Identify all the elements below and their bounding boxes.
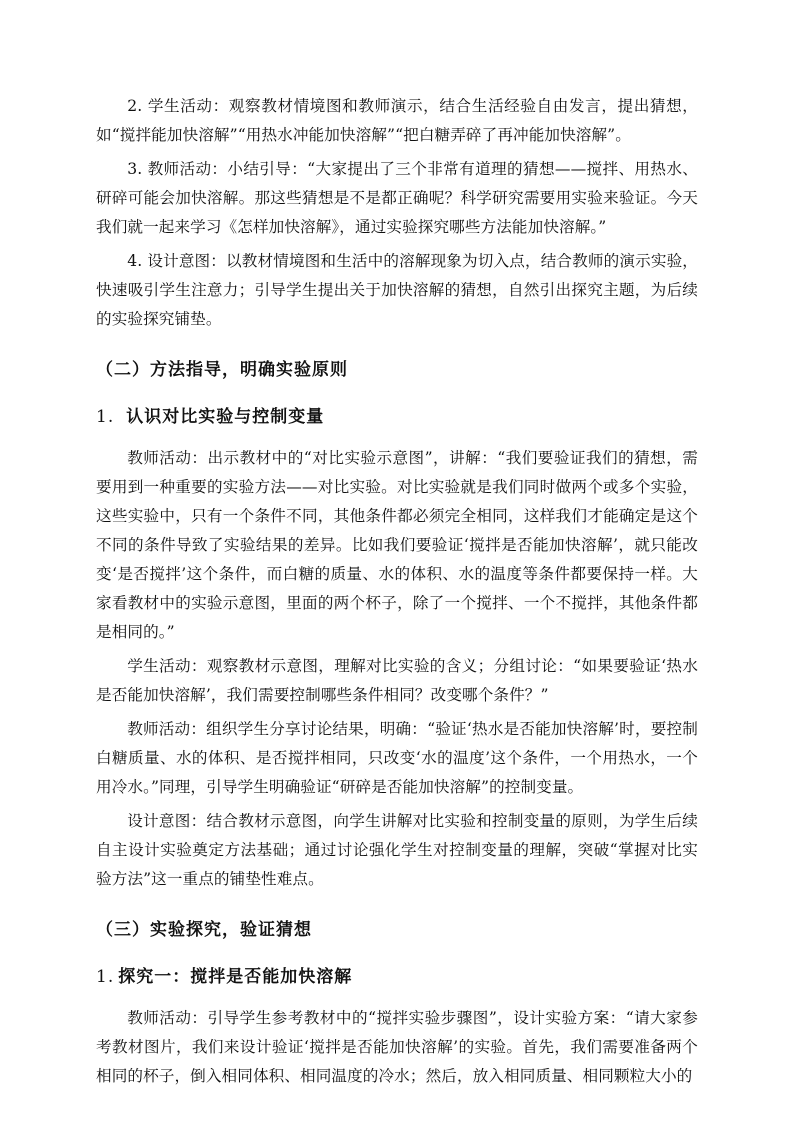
paragraph-teacher-clarify: 教师活动：组织学生分享讨论结果，明确：“验证‘热水是否能加快溶解’时，要控制白糖质量、水的体积、是否搅拌相同，只改变‘水的温度’这个条件，一个用热水，一个用冷水。”同理，引导学生明确验证“研碎是否能加快溶解”的控制变量。: [96, 720, 698, 796]
paragraph-teacher-explain-contrast: 教师活动：出示教材中的“对比实验示意图”，讲解：“我们要验证我们的猜想，需要用到一种重要的实验方法——对比实验。对比实验就是我们同时做两个或多个实验，这些实验中，只有一个条件不同，其他条件都必须完全相同，这样我们才能确定是这个不同的条件导致了实验结果的差异。比如我们要验证‘搅拌是否能加快溶解’，就只能改变‘是否搅拌’这个条件，而白糖的质量、水的体积、水的温度等条件都要保持一样。大家看教材中的实验示意图，里面的两个杯子，除了一个搅拌、一个不搅拌，其他条件都是相同的。”: [96, 449, 698, 641]
subheading-control-variables: [96, 403, 698, 431]
paragraph-teacher-design-experiment: 教师活动：引导学生参考教材中的“搅拌实验步骤图”，设计实验方案：“请大家参考教材图片，我们来设计验证‘搅拌是否能加快溶解’的实验。首先，我们需要准备两个相同的杯子，倒入相同体积、相同温度的冷水；然后，放入相同质量、相同颗粒大小的: [96, 1009, 698, 1085]
paragraph-student-activity: 2. 学生活动：观察教材情境图和教师演示，结合生活经验自由发言，提出猜想，如“搅拌能加快溶解”“用热水冲能加快溶解”“把白糖弄碎了再冲能加快溶解”。: [96, 97, 698, 144]
subheading-number: 1.: [96, 407, 115, 427]
subheading-text: 探究一：搅拌是否能加快溶解: [118, 967, 353, 987]
subheading-explore-stirring: [96, 963, 698, 991]
paragraph-teacher-summary: 3. 教师活动：小结引导：“大家提出了三个非常有道理的猜想——搅拌、用热水、研碎可能会加快溶解。那这些猜想是不是都正确呢？科学研究需要用实验来验证。今天我们就一起来学习《怎样加快溶解》，通过实验探究哪些方法能加快溶解。”: [96, 160, 698, 236]
paragraph-student-discussion: 学生活动：观察教材示意图，理解对比实验的含义；分组讨论：“如果要验证‘热水是否能加快溶解’，我们需要控制哪些条件相同？改变哪个条件？”: [96, 657, 698, 704]
paragraph-design-intent-2: 设计意图：结合教材示意图，向学生讲解对比实验和控制变量的原则，为学生后续自主设计实验奠定方法基础；通过讨论强化学生对控制变量的理解，突破“掌握对比实验方法”这一重点的铺垫性难点。: [96, 812, 698, 888]
section-heading-experiment: （三）实验探究，验证猜想: [96, 920, 312, 940]
subheading-number: 1.: [96, 967, 115, 987]
section-heading-method-guidance: （二）方法指导，明确实验原则: [96, 360, 348, 380]
document-body: [96, 92, 698, 1096]
paragraph-design-intent: 4. 设计意图：以教材情境图和生活中的溶解现象为切入点，结合教师的演示实验，快速吸引学生注意力；引导学生提出关于加快溶解的猜想，自然引出探究主题，为后续的实验探究铺垫。: [96, 252, 698, 328]
subheading-text: 认识对比实验与控制变量: [126, 407, 325, 427]
